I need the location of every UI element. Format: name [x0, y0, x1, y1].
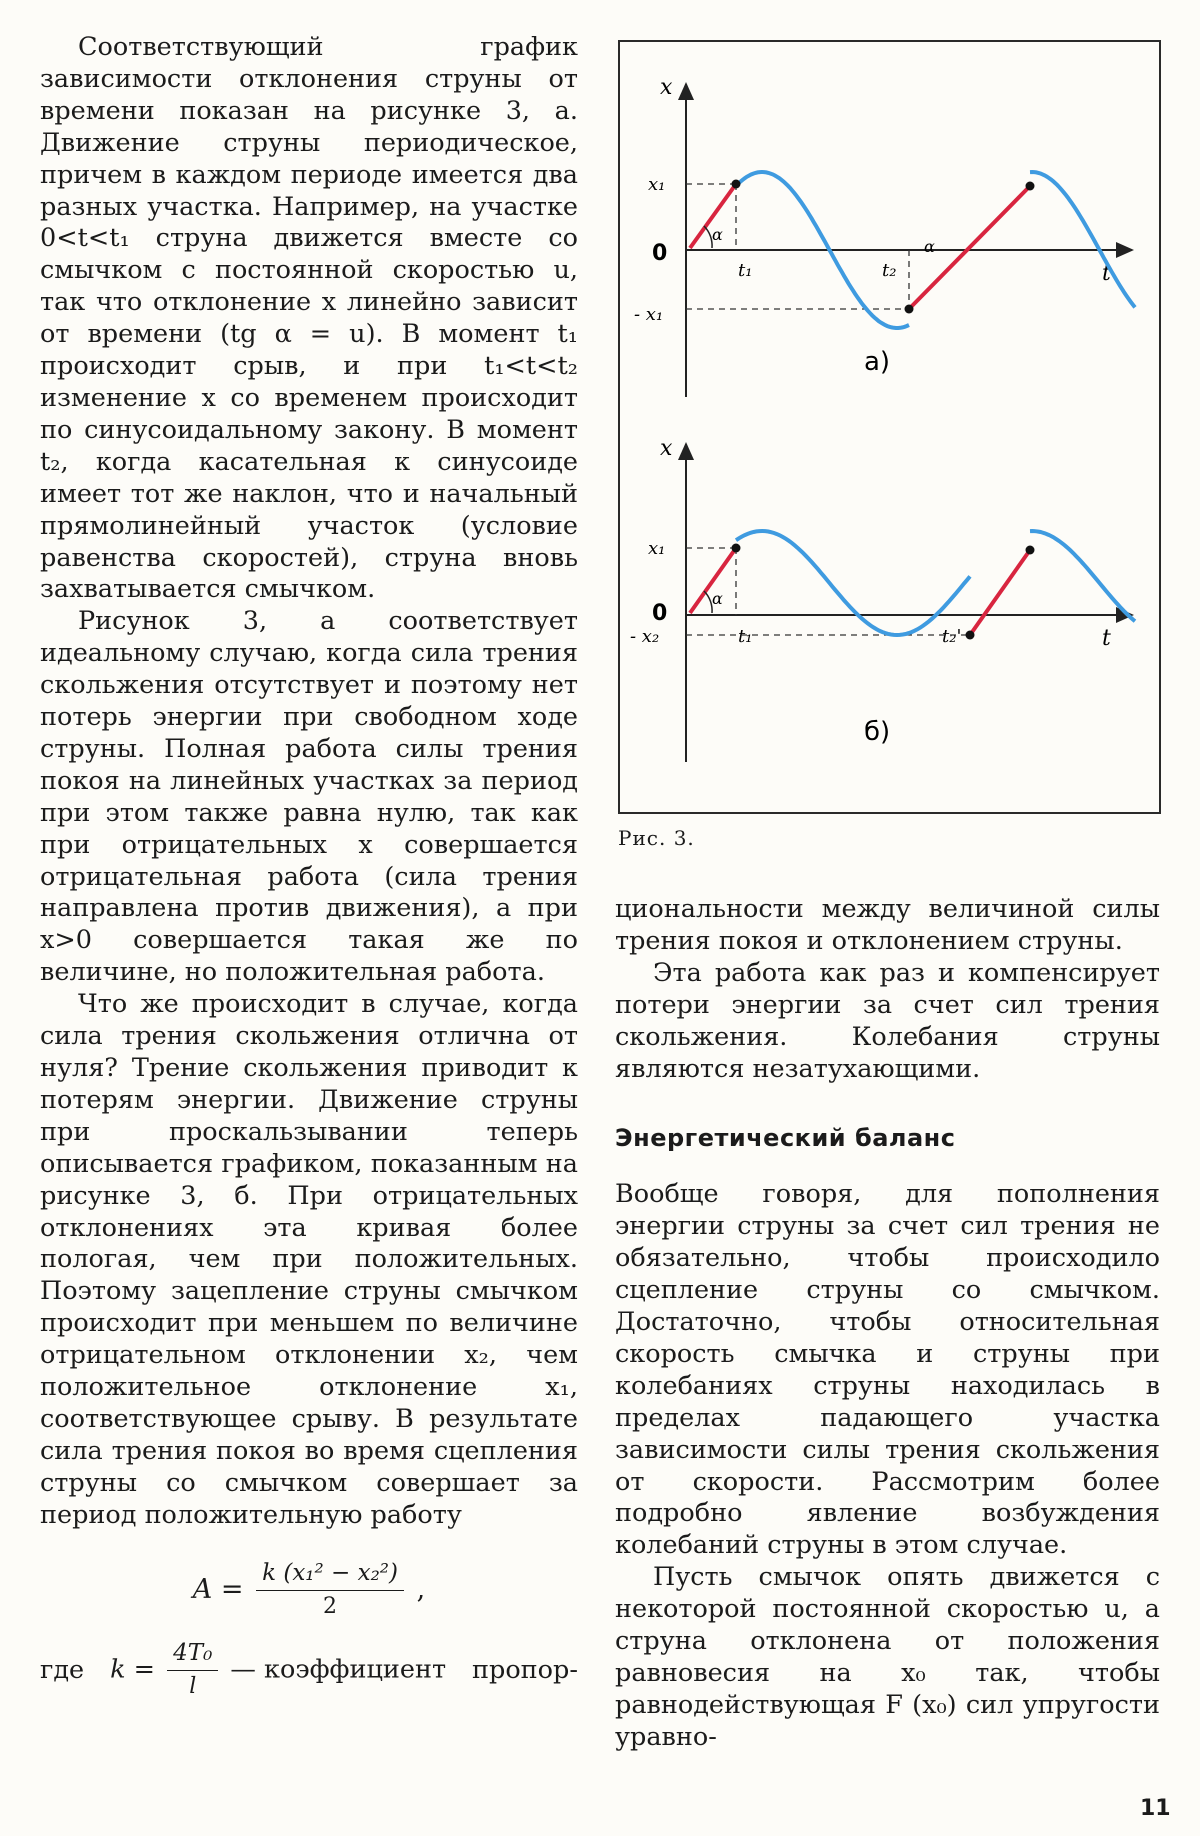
- panel-a-y-label: x: [660, 75, 673, 100]
- panel-a-capture-point: [905, 305, 914, 314]
- panel-b-t-label: t: [1102, 626, 1111, 651]
- panel-b-angle-label: α: [712, 589, 723, 608]
- k-numerator: 4T₀: [167, 1638, 218, 1671]
- paragraph-1: Соответствующий график зависимости отклонения струны от времени показан на рисунке 3, а. Движение струны периодическое, причем в каждом периоде имеется два разных участка. Например, на участке 0<t<t₁ струна движется вместе со смычком с постоянной скоростью u, так что отклонение x линейно зависит от времени (tg α = u). В момент t₁ происходит срыв, и при t₁<t<t₂ изменение x со временем происходит по синусоидальному закону. В момент t₂, когда касательная к синусоиде имеет тот же наклон, что и начальный прямолинейный участок (условие равенства скоростей), струна вновь захватывается смычком.: [40, 32, 578, 605]
- panel-b-linear-segment-2: [970, 550, 1030, 635]
- page-number: 11: [1140, 1796, 1171, 1821]
- panel-a-breakaway-point: [732, 180, 741, 189]
- right-column: [615, 894, 1160, 1754]
- paragraph-6: Вообще говоря, для пополнения энергии струны за счет сил трения не обязательно, чтобы происходило сцепление струны со смычком. Достаточно, чтобы относительная скорость смычка и струны при колебаниях струны находилась в пределах падающего участка зависимости силы трения скольжения от скорости. Рассмотрим более подробно явление возбуждения колебаний струны в этом случае.: [615, 1179, 1160, 1561]
- panel-b-breakaway-point-2: [1026, 546, 1035, 555]
- k-where: где: [40, 1654, 85, 1685]
- k-fraction: [167, 1638, 218, 1703]
- paragraph-3: Что же происходит в случае, когда сила трения скольжения отлична от нуля? Трение скольжения приводит к потерям энергии. Движение струны при проскальзывании теперь описывается графиком, показанным на рисунке 3, б. При отрицательных отклонениях эта кривая более пологая, чем при положительных. Поэтому зацепление струны смычком происходит при меньшем по величине отрицательном отклонении x₂, чем положительное отклонение x₁, соответствующее срыву. В результате сила трения покоя во время сцепления струны со смычком совершает за период положительную работу: [40, 989, 578, 1530]
- paragraph-7: Пусть смычок опять движется с некоторой постоянной скоростью u, а струна отклонена от положения равновесия на x₀ так, чтобы равнодействующая F (x₀) сил упругости уравно-: [615, 1562, 1160, 1752]
- paragraph-5: Эта работа как раз и компенсирует потери энергии за счет сил трения скольжения. Колебания струны являются незатухающими.: [615, 957, 1160, 1084]
- panel-a-minus-x1-label: - x₁: [634, 304, 664, 325]
- panel-a-t2-label: t₂: [882, 260, 897, 281]
- panel-b-t1-label: t₁: [738, 626, 753, 647]
- panel-b: [630, 436, 1135, 762]
- formula-denominator: 2: [323, 1593, 338, 1619]
- panel-b-sine-segment: [736, 531, 970, 635]
- k-lhs: k =: [110, 1654, 155, 1685]
- panel-b-label: б): [864, 717, 891, 747]
- panel-a-x1-label: x₁: [648, 174, 666, 195]
- k-definition: [40, 1638, 578, 1703]
- formula-fraction: [256, 1558, 404, 1623]
- panel-b-x1-label: x₁: [648, 538, 666, 559]
- k-end: пропор-: [472, 1654, 578, 1685]
- k-text: — коэффициент: [230, 1654, 447, 1685]
- formula-numerator: k (x₁² − x₂²): [256, 1558, 404, 1591]
- panel-a-label: а): [864, 347, 891, 377]
- paragraph-4: циональности между величиной силы трения покоя и отклонением струны.: [615, 894, 1160, 956]
- panel-b-sine-segment-2: [1030, 531, 1135, 621]
- panel-a-angle-label-2: α: [924, 237, 935, 256]
- figure-3: [618, 40, 1161, 814]
- panel-a: [634, 75, 1135, 397]
- formula-tail: ,: [416, 1573, 426, 1605]
- panel-a-angle-label: α: [712, 225, 723, 244]
- paragraph-2: Рисунок 3, а соответствует идеальному случаю, когда сила трения скольжения отсутствует и поэтому нет потерь энергии при свободном ходе струны. Полная работа силы трения покоя на линейных участках за период при этом также равна нулю, так как при отрицательных x совершается отрицательная работа (сила трения направлена против движения), а при x>0 совершается такая же по величине, но положительная работа.: [40, 606, 578, 988]
- panel-a-sine-segment-2: [1030, 172, 1135, 307]
- figure-svg: [620, 42, 1163, 816]
- panel-b-minus-x2-label: - x₂: [630, 626, 660, 647]
- k-denominator: l: [189, 1674, 197, 1700]
- panel-b-capture-point: [966, 631, 975, 640]
- work-formula: [40, 1558, 578, 1623]
- panel-a-t-label: t: [1102, 261, 1111, 286]
- panel-b-t2-prime-label: t₂': [942, 626, 962, 647]
- panel-b-breakaway-point: [732, 544, 741, 553]
- panel-b-zero-label: 0: [652, 601, 668, 626]
- panel-a-t1-label: t₁: [738, 260, 753, 281]
- formula-lhs: A =: [192, 1573, 244, 1605]
- panel-b-y-label: x: [660, 436, 673, 461]
- left-column: [40, 32, 578, 1703]
- panel-a-zero-label: 0: [652, 241, 668, 266]
- figure-caption: Рис. 3.: [618, 826, 695, 850]
- panel-a-breakaway-point-2: [1026, 182, 1035, 191]
- section-title: Энергетический баланс: [615, 1124, 956, 1153]
